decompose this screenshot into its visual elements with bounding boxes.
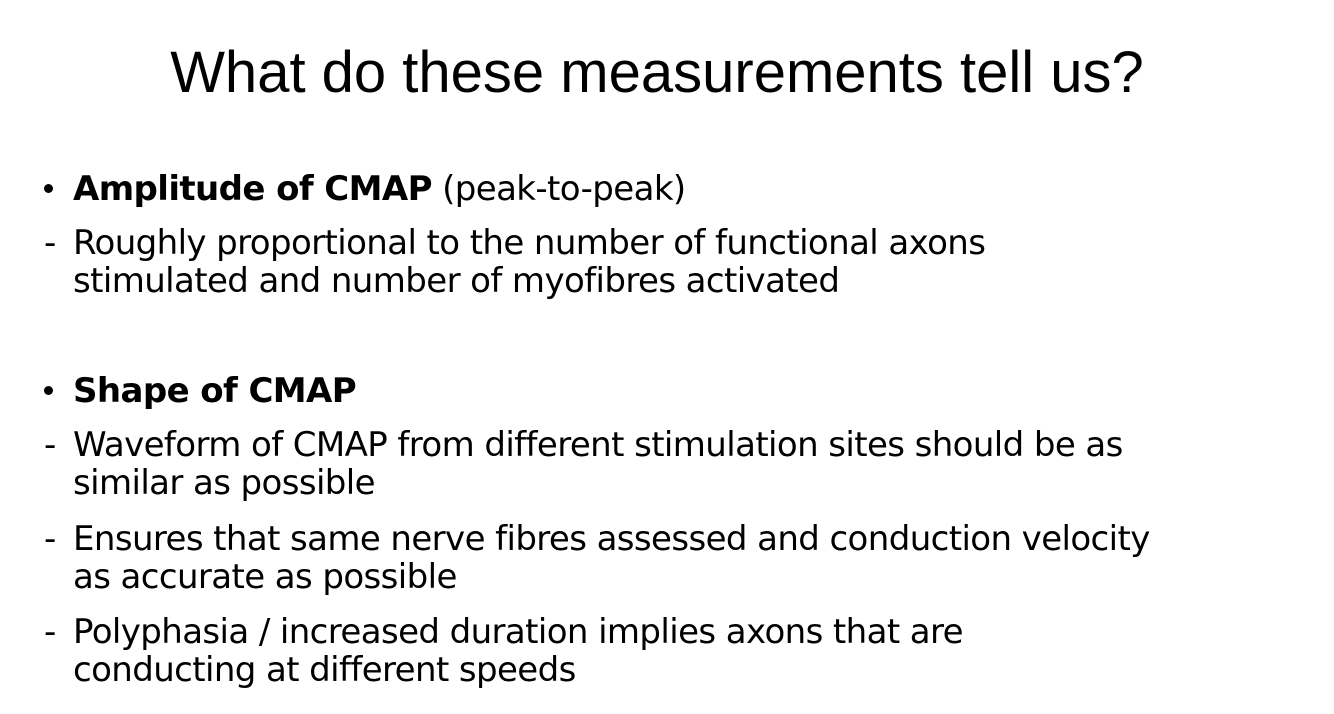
slide-title: What do these measurements tell us?: [170, 40, 1144, 105]
bullet-icon: [44, 170, 64, 208]
list-item-line: similar as possible: [73, 463, 375, 503]
list-item-line: Ensures that same nerve fibres assessed and conduction velocity: [73, 519, 1150, 559]
dash-marker: -: [44, 519, 56, 559]
list-item-line: Waveform of CMAP from different stimulation sites should be as: [73, 425, 1123, 465]
list-item-line: stimulated and number of myofibres activated: [73, 261, 840, 301]
section-heading-suffix: (peak-to-peak): [431, 169, 686, 209]
dash-marker: -: [44, 425, 56, 465]
section-heading-bold: Amplitude of CMAP: [73, 169, 432, 209]
list-item-line: Polyphasia / increased duration implies axons that are: [73, 612, 963, 652]
section-heading-bold: Shape of CMAP: [73, 371, 357, 411]
list-item-line: as accurate as possible: [73, 557, 457, 597]
list-item-line: conducting at different speeds: [73, 650, 576, 690]
dash-marker: -: [44, 223, 56, 263]
list-item-line: Roughly proportional to the number of functional axons: [73, 223, 986, 263]
dash-marker: -: [44, 612, 56, 652]
bullet-icon: [44, 372, 64, 410]
